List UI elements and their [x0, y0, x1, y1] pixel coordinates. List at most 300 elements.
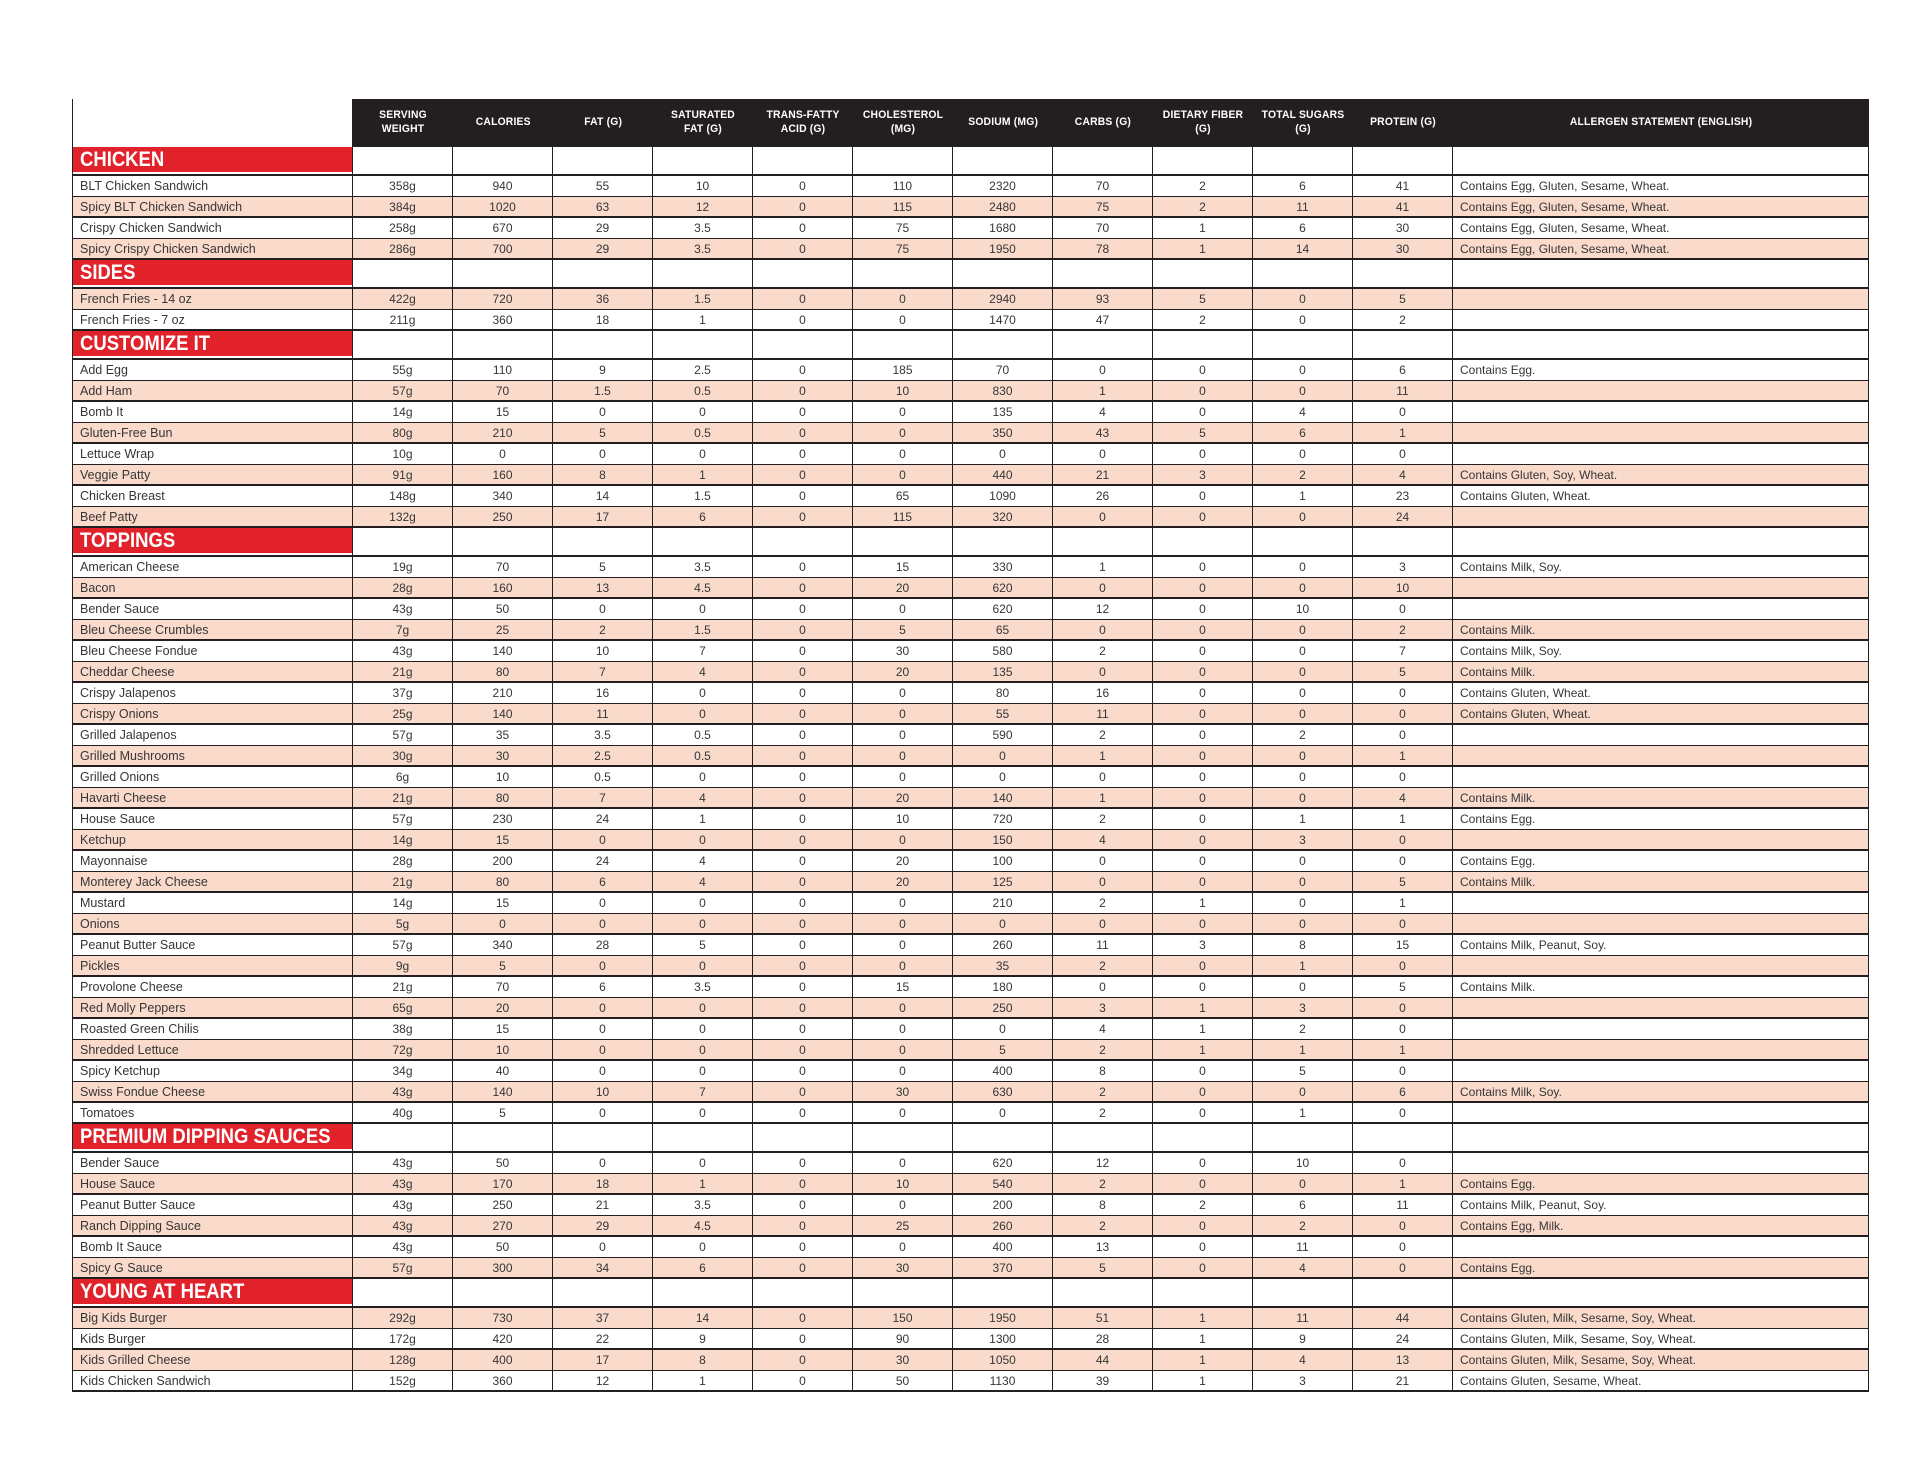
value-cell: 0 — [753, 788, 853, 807]
value-cell: 13 — [1353, 1350, 1453, 1370]
allergen-cell — [1453, 746, 1869, 765]
value-cell: 0 — [853, 1019, 953, 1039]
value-cell: 12 — [1053, 1153, 1153, 1173]
value-cell: 0 — [753, 1237, 853, 1257]
value-cell: 12 — [1053, 599, 1153, 619]
value-cell: 1470 — [953, 310, 1053, 329]
value-cell: 0 — [753, 239, 853, 258]
value-cell: 10 — [553, 1082, 653, 1101]
table-row — [73, 956, 1869, 977]
empty-cell — [1053, 260, 1153, 287]
value-cell: 38g — [353, 1019, 453, 1039]
item-name-cell: Spicy BLT Chicken Sandwich — [73, 197, 353, 216]
value-cell: 0 — [653, 998, 753, 1017]
value-cell: 2 — [1053, 893, 1153, 913]
item-name-cell: Grilled Jalapenos — [73, 725, 353, 745]
allergen-cell — [1453, 767, 1869, 787]
empty-cell — [1453, 528, 1869, 555]
item-name-cell: French Fries - 7 oz — [73, 310, 353, 329]
value-cell: 125 — [953, 872, 1053, 891]
item-name-cell: Pickles — [73, 956, 353, 975]
value-cell: 44 — [1053, 1350, 1153, 1370]
value-cell: 160 — [453, 578, 553, 597]
item-name-cell: Kids Burger — [73, 1329, 353, 1348]
value-cell: 0 — [1153, 360, 1253, 380]
value-cell: 14 — [653, 1308, 753, 1328]
empty-cell — [753, 147, 853, 174]
section-title: CHICKEN — [80, 147, 165, 171]
value-cell: 0 — [1353, 767, 1453, 787]
value-cell: 10 — [553, 641, 653, 661]
item-name-cell: Ketchup — [73, 830, 353, 849]
value-cell: 37g — [353, 683, 453, 703]
section-header-row — [73, 147, 1869, 176]
value-cell: 1020 — [453, 197, 553, 216]
allergen-cell — [1453, 1103, 1869, 1122]
value-cell: 2 — [553, 620, 653, 639]
empty-cell — [453, 260, 553, 287]
value-cell: 2.5 — [653, 360, 753, 380]
value-cell: 8 — [1253, 935, 1353, 955]
value-cell: 0 — [853, 465, 953, 484]
value-cell: 6 — [653, 507, 753, 526]
value-cell: 0 — [853, 402, 953, 422]
empty-cell — [953, 331, 1053, 358]
allergen-cell: Contains Milk. — [1453, 620, 1869, 639]
allergen-cell — [1453, 830, 1869, 849]
value-cell: 0.5 — [653, 423, 753, 442]
value-cell: 2320 — [953, 176, 1053, 196]
value-cell: 0 — [853, 1061, 953, 1081]
value-cell: 5 — [653, 935, 753, 955]
item-name-cell: Bomb It — [73, 402, 353, 422]
value-cell: 20 — [853, 578, 953, 597]
value-cell: 21 — [1053, 465, 1153, 484]
value-cell: 41 — [1353, 176, 1453, 196]
value-cell: 5 — [1253, 1061, 1353, 1081]
value-cell: 1 — [653, 809, 753, 829]
value-cell: 18 — [553, 1174, 653, 1193]
value-cell: 17 — [553, 1350, 653, 1370]
value-cell: 620 — [953, 599, 1053, 619]
value-cell: 30 — [853, 1258, 953, 1277]
value-cell: 14 — [1253, 239, 1353, 258]
empty-cell — [653, 260, 753, 287]
value-cell: 0 — [853, 310, 953, 329]
value-cell: 250 — [953, 998, 1053, 1017]
value-cell: 5 — [553, 423, 653, 442]
nutrition-table — [72, 99, 1869, 1392]
value-cell: 0 — [1253, 788, 1353, 807]
value-cell: 3.5 — [653, 557, 753, 577]
value-cell: 2 — [1253, 725, 1353, 745]
value-cell: 0 — [853, 1103, 953, 1122]
value-cell: 0 — [1053, 360, 1153, 380]
empty-cell — [1053, 1124, 1153, 1151]
value-cell: 5 — [1353, 977, 1453, 997]
value-cell: 230 — [453, 809, 553, 829]
value-cell: 28g — [353, 578, 453, 597]
value-cell: 75 — [853, 218, 953, 238]
empty-cell — [453, 147, 553, 174]
value-cell: 0 — [1153, 1174, 1253, 1193]
value-cell: 0.5 — [653, 746, 753, 765]
value-cell: 1 — [1153, 1040, 1253, 1059]
allergen-cell — [1453, 914, 1869, 933]
value-cell: 630 — [953, 1082, 1053, 1101]
table-row — [73, 1103, 1869, 1124]
value-cell: 80 — [953, 683, 1053, 703]
value-cell: 0 — [853, 914, 953, 933]
empty-cell — [1053, 1279, 1153, 1306]
value-cell: 2 — [1153, 310, 1253, 329]
value-cell: 1.5 — [653, 486, 753, 506]
allergen-cell — [1453, 1019, 1869, 1039]
value-cell: 160 — [453, 465, 553, 484]
value-cell: 172g — [353, 1329, 453, 1348]
value-cell: 0 — [1053, 851, 1153, 871]
value-cell: 34 — [553, 1258, 653, 1277]
table-row — [73, 683, 1869, 704]
allergen-cell: Contains Egg, Gluten, Sesame, Wheat. — [1453, 197, 1869, 216]
col-header-label: SATURATED FAT (G) — [671, 109, 735, 135]
value-cell: 23 — [1353, 486, 1453, 506]
value-cell: 0 — [853, 1237, 953, 1257]
empty-cell — [853, 260, 953, 287]
item-name-cell: Big Kids Burger — [73, 1308, 353, 1328]
value-cell: 0 — [1353, 1061, 1453, 1081]
col-header-trans-fatty-acid — [753, 99, 853, 147]
value-cell: 70 — [453, 977, 553, 997]
value-cell: 14g — [353, 893, 453, 913]
value-cell: 9 — [1253, 1329, 1353, 1348]
section-title-cell — [73, 1279, 353, 1306]
value-cell: 210 — [953, 893, 1053, 913]
value-cell: 540 — [953, 1174, 1053, 1193]
value-cell: 0 — [553, 1061, 653, 1081]
value-cell: 0 — [1253, 1174, 1353, 1193]
value-cell: 1130 — [953, 1371, 1053, 1390]
value-cell: 830 — [953, 381, 1053, 400]
value-cell: 730 — [453, 1308, 553, 1328]
section-title-cell — [73, 147, 353, 174]
value-cell: 0.5 — [653, 381, 753, 400]
value-cell: 3 — [1153, 935, 1253, 955]
table-row — [73, 1308, 1869, 1329]
empty-cell — [753, 331, 853, 358]
empty-cell — [753, 1279, 853, 1306]
allergen-cell: Contains Milk, Soy. — [1453, 1082, 1869, 1101]
item-name-cell: Spicy G Sauce — [73, 1258, 353, 1277]
value-cell: 43g — [353, 1237, 453, 1257]
value-cell: 0 — [1153, 1061, 1253, 1081]
table-row — [73, 507, 1869, 528]
empty-cell — [853, 528, 953, 555]
value-cell: 6 — [653, 1258, 753, 1277]
value-cell: 10 — [1253, 599, 1353, 619]
value-cell: 57g — [353, 935, 453, 955]
value-cell: 0 — [553, 914, 653, 933]
value-cell: 1 — [1353, 1174, 1453, 1193]
value-cell: 135 — [953, 402, 1053, 422]
value-cell: 1300 — [953, 1329, 1053, 1348]
value-cell: 400 — [453, 1350, 553, 1370]
value-cell: 65 — [853, 486, 953, 506]
value-cell: 28g — [353, 851, 453, 871]
empty-cell — [853, 147, 953, 174]
value-cell: 0 — [1353, 956, 1453, 975]
value-cell: 3 — [1153, 465, 1253, 484]
allergen-cell: Contains Egg, Milk. — [1453, 1216, 1869, 1235]
table-row — [73, 486, 1869, 507]
value-cell: 4 — [1053, 402, 1153, 422]
allergen-cell: Contains Milk. — [1453, 977, 1869, 997]
table-row — [73, 788, 1869, 809]
value-cell: 19g — [353, 557, 453, 577]
value-cell: 11 — [1253, 1237, 1353, 1257]
value-cell: 2.5 — [553, 746, 653, 765]
value-cell: 80 — [453, 662, 553, 681]
value-cell: 110 — [453, 360, 553, 380]
value-cell: 5 — [453, 1103, 553, 1122]
section-title-cell — [73, 260, 353, 287]
value-cell: 5 — [1053, 1258, 1153, 1277]
item-name-cell: Tomatoes — [73, 1103, 353, 1122]
empty-cell — [453, 528, 553, 555]
value-cell: 0 — [1153, 977, 1253, 997]
value-cell: 0 — [553, 956, 653, 975]
value-cell: 1 — [1153, 1019, 1253, 1039]
value-cell: 0 — [1153, 683, 1253, 703]
value-cell: 55 — [553, 176, 653, 196]
col-header-cholesterol — [853, 99, 953, 147]
value-cell: 0 — [753, 641, 853, 661]
value-cell: 30 — [853, 641, 953, 661]
empty-cell — [753, 528, 853, 555]
item-name-cell: Chicken Breast — [73, 486, 353, 506]
value-cell: 24 — [553, 809, 653, 829]
value-cell: 0 — [853, 444, 953, 464]
item-name-cell: Red Molly Peppers — [73, 998, 353, 1017]
item-name-cell: Spicy Crispy Chicken Sandwich — [73, 239, 353, 258]
value-cell: 0 — [953, 914, 1053, 933]
table-body — [73, 147, 1869, 1392]
empty-cell — [753, 1124, 853, 1151]
value-cell: 4 — [1053, 1019, 1153, 1039]
value-cell: 0 — [1053, 914, 1153, 933]
value-cell: 2 — [1053, 1174, 1153, 1193]
empty-cell — [1253, 331, 1353, 358]
table-row — [73, 176, 1869, 197]
value-cell: 1050 — [953, 1350, 1053, 1370]
value-cell: 3 — [1353, 557, 1453, 577]
table-row — [73, 1237, 1869, 1258]
value-cell: 4 — [653, 851, 753, 871]
value-cell: 7 — [653, 1082, 753, 1101]
col-header-allergen-statement — [1453, 99, 1869, 147]
value-cell: 1 — [1353, 893, 1453, 913]
empty-cell — [953, 528, 1053, 555]
empty-cell — [953, 147, 1053, 174]
empty-cell — [1153, 147, 1253, 174]
value-cell: 0 — [653, 599, 753, 619]
value-cell: 30 — [1353, 218, 1453, 238]
value-cell: 0 — [553, 1019, 653, 1039]
value-cell: 0 — [1353, 683, 1453, 703]
value-cell: 358g — [353, 176, 453, 196]
value-cell: 1 — [1053, 381, 1153, 400]
value-cell: 0 — [1153, 1082, 1253, 1101]
value-cell: 0 — [853, 704, 953, 723]
value-cell: 43g — [353, 641, 453, 661]
allergen-cell: Contains Egg. — [1453, 851, 1869, 871]
empty-cell — [353, 1279, 453, 1306]
value-cell: 1 — [1253, 1040, 1353, 1059]
value-cell: 5 — [853, 620, 953, 639]
value-cell: 258g — [353, 218, 453, 238]
value-cell: 0 — [653, 704, 753, 723]
value-cell: 590 — [953, 725, 1053, 745]
allergen-cell — [1453, 725, 1869, 745]
value-cell: 17 — [553, 507, 653, 526]
empty-cell — [553, 1279, 653, 1306]
value-cell: 5 — [553, 557, 653, 577]
value-cell: 16 — [553, 683, 653, 703]
value-cell: 0 — [753, 620, 853, 639]
value-cell: 25 — [853, 1216, 953, 1235]
value-cell: 0 — [1153, 851, 1253, 871]
item-name-cell: Bacon — [73, 578, 353, 597]
section-title-banner — [73, 1124, 353, 1149]
table-row — [73, 935, 1869, 956]
value-cell: 24 — [1353, 507, 1453, 526]
value-cell: 21g — [353, 977, 453, 997]
value-cell: 0 — [853, 935, 953, 955]
col-header-label: TRANS-FATTY ACID (G) — [766, 109, 840, 135]
value-cell: 0 — [753, 683, 853, 703]
section-title-banner — [73, 147, 352, 172]
value-cell: 10g — [353, 444, 453, 464]
value-cell: 0 — [753, 578, 853, 597]
value-cell: 0 — [553, 998, 653, 1017]
item-name-cell: Cheddar Cheese — [73, 662, 353, 681]
value-cell: 11 — [1353, 381, 1453, 400]
value-cell: 2 — [1053, 1082, 1153, 1101]
table-row — [73, 1174, 1869, 1195]
value-cell: 0 — [753, 1061, 853, 1081]
value-cell: 10 — [453, 767, 553, 787]
value-cell: 200 — [453, 851, 553, 871]
item-name-cell: French Fries - 14 oz — [73, 289, 353, 309]
value-cell: 350 — [953, 423, 1053, 442]
item-name-cell: BLT Chicken Sandwich — [73, 176, 353, 196]
empty-cell — [1053, 147, 1153, 174]
allergen-cell: Contains Milk. — [1453, 788, 1869, 807]
value-cell: 50 — [453, 1153, 553, 1173]
empty-cell — [1253, 1124, 1353, 1151]
value-cell: 200 — [953, 1195, 1053, 1215]
value-cell: 2 — [1153, 1195, 1253, 1215]
value-cell: 13 — [1053, 1237, 1153, 1257]
value-cell: 0 — [553, 893, 653, 913]
value-cell: 260 — [953, 935, 1053, 955]
value-cell: 330 — [953, 557, 1053, 577]
value-cell: 40 — [453, 1061, 553, 1081]
table-row — [73, 1153, 1869, 1174]
value-cell: 340 — [453, 935, 553, 955]
section-title: YOUNG AT HEART — [80, 1279, 245, 1303]
value-cell: 15 — [453, 1019, 553, 1039]
value-cell: 4 — [1253, 1258, 1353, 1277]
value-cell: 250 — [453, 507, 553, 526]
table-row — [73, 851, 1869, 872]
value-cell: 25g — [353, 704, 453, 723]
allergen-cell — [1453, 893, 1869, 913]
value-cell: 0 — [1353, 1103, 1453, 1122]
value-cell: 0 — [1153, 486, 1253, 506]
value-cell: 0 — [1253, 1082, 1353, 1101]
value-cell: 1950 — [953, 1308, 1053, 1328]
table-row — [73, 641, 1869, 662]
value-cell: 4.5 — [653, 1216, 753, 1235]
section-title: CUSTOMIZE IT — [80, 331, 211, 355]
value-cell: 0 — [553, 599, 653, 619]
value-cell: 0 — [753, 1195, 853, 1215]
col-header-label: CALORIES — [475, 116, 531, 129]
value-cell: 43g — [353, 599, 453, 619]
value-cell: 7 — [1353, 641, 1453, 661]
item-name-cell: Bleu Cheese Crumbles — [73, 620, 353, 639]
table-row — [73, 872, 1869, 893]
table-row — [73, 1329, 1869, 1350]
allergen-cell — [1453, 289, 1869, 309]
value-cell: 0 — [1253, 893, 1353, 913]
value-cell: 0 — [853, 423, 953, 442]
value-cell: 2480 — [953, 197, 1053, 216]
value-cell: 0 — [1353, 998, 1453, 1017]
value-cell: 1950 — [953, 239, 1053, 258]
table-row — [73, 402, 1869, 423]
value-cell: 10 — [853, 1174, 953, 1193]
value-cell: 1090 — [953, 486, 1053, 506]
value-cell: 5 — [1153, 289, 1253, 309]
value-cell: 50 — [853, 1371, 953, 1390]
value-cell: 10 — [1253, 1153, 1353, 1173]
allergen-cell: Contains Milk. — [1453, 662, 1869, 681]
allergen-cell: Contains Egg. — [1453, 360, 1869, 380]
value-cell: 5 — [453, 956, 553, 975]
value-cell: 1 — [1153, 1350, 1253, 1370]
value-cell: 40g — [353, 1103, 453, 1122]
value-cell: 30 — [453, 746, 553, 765]
allergen-cell — [1453, 1061, 1869, 1081]
allergen-cell — [1453, 578, 1869, 597]
value-cell: 0 — [753, 310, 853, 329]
value-cell: 1 — [1153, 998, 1253, 1017]
value-cell: 0 — [753, 1371, 853, 1390]
value-cell: 35 — [953, 956, 1053, 975]
value-cell: 10 — [1353, 578, 1453, 597]
value-cell: 0 — [1153, 767, 1253, 787]
value-cell: 2 — [1353, 310, 1453, 329]
value-cell: 1680 — [953, 218, 1053, 238]
value-cell: 2 — [1053, 725, 1153, 745]
value-cell: 35 — [453, 725, 553, 745]
value-cell: 6 — [1253, 423, 1353, 442]
value-cell: 11 — [553, 704, 653, 723]
value-cell: 0 — [1053, 662, 1153, 681]
value-cell: 34g — [353, 1061, 453, 1081]
